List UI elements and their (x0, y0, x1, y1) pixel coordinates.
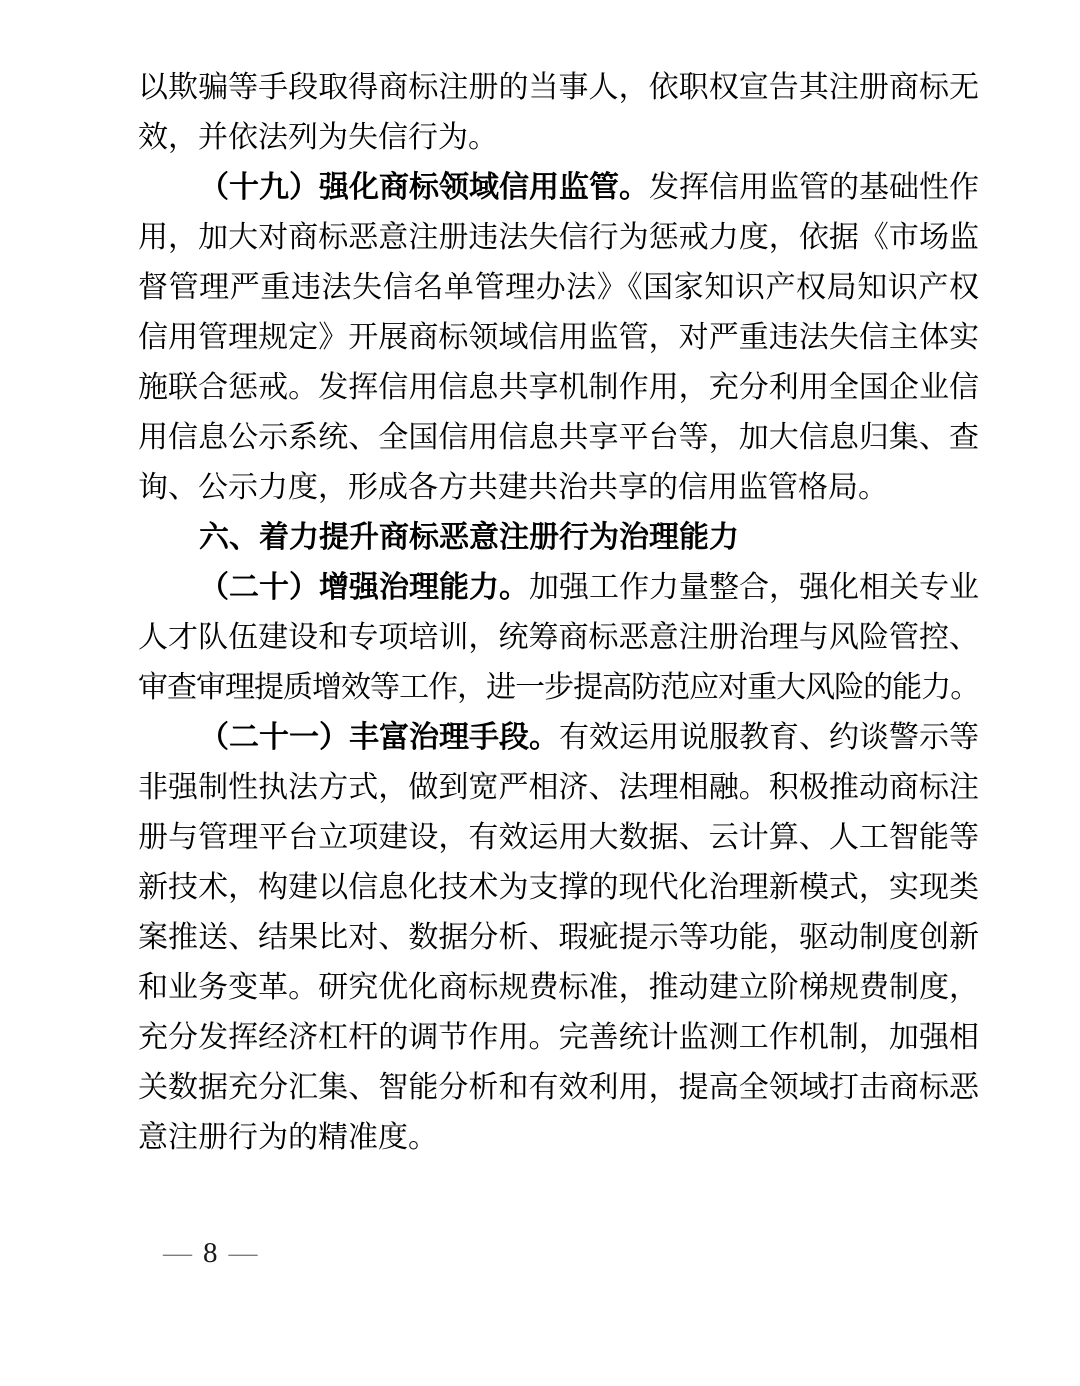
bold-text-segment: （十九）强化商标领域信用监管。 (199, 171, 649, 204)
text-segment: 以欺骗等手段取得商标注册的当事人，依职权宣告其注册商标无 (138, 71, 979, 104)
text-line (138, 713, 979, 763)
document-body (138, 63, 979, 1163)
footer-dash-right: — (228, 1237, 258, 1269)
text-line (138, 863, 979, 913)
text-segment: 用，加大对商标恶意注册违法失信行为惩戒力度，依据《市场监 (138, 221, 979, 254)
text-segment: 和业务变革。研究优化商标规费标准，推动建立阶梯规费制度， (138, 971, 979, 1004)
text-segment: 有效运用说服教育、约谈警示等 (559, 721, 979, 754)
text-line (138, 613, 979, 663)
text-line (138, 463, 979, 513)
text-segment: 用信息公示系统、全国信用信息共享平台等，加大信息归集、查 (138, 421, 979, 454)
text-segment: 询、公示力度，形成各方共建共治共享的信用监管格局。 (138, 471, 888, 504)
text-segment: 新技术，构建以信息化技术为支撑的现代化治理新模式，实现类 (138, 871, 979, 904)
footer-dash-left: — (163, 1237, 192, 1269)
text-segment: 审查审理提质增效等工作，进一步提高防范应对重大风险的能力。 (138, 671, 979, 704)
text-line (138, 163, 979, 213)
text-line (138, 813, 979, 863)
text-line (138, 763, 979, 813)
text-line (138, 1113, 979, 1163)
text-segment: 督管理严重违法失信名单管理办法》《国家知识产权局知识产权 (138, 271, 979, 304)
text-segment: 发挥信用监管的基础性作 (649, 171, 979, 204)
text-line (138, 663, 979, 713)
text-line (138, 1063, 979, 1113)
text-segment: 加强工作力量整合，强化相关专业 (529, 571, 979, 604)
text-segment: 效，并依法列为失信行为。 (138, 121, 498, 154)
section-heading-line (138, 513, 979, 563)
text-line (138, 313, 979, 363)
text-line (138, 363, 979, 413)
text-segment: 人才队伍建设和专项培训，统筹商标恶意注册治理与风险管控、 (138, 621, 979, 654)
text-line (138, 913, 979, 963)
text-line (138, 413, 979, 463)
text-line (138, 113, 979, 163)
bold-text-segment: 六、着力提升商标恶意注册行为治理能力 (199, 521, 739, 554)
text-segment: 册与管理平台立项建设，有效运用大数据、云计算、人工智能等 (138, 821, 979, 854)
text-line (138, 63, 979, 113)
bold-text-segment: （二十一）丰富治理手段。 (199, 721, 559, 754)
text-segment: 非强制性执法方式，做到宽严相济、法理相融。积极推动商标注 (138, 771, 979, 804)
text-segment: 施联合惩戒。发挥信用信息共享机制作用，充分利用全国企业信 (138, 371, 979, 404)
text-line (138, 563, 979, 613)
bold-text-segment: （二十）增强治理能力。 (199, 571, 529, 604)
text-line (138, 263, 979, 313)
page-number: 8 (203, 1237, 218, 1269)
text-segment: 关数据充分汇集、智能分析和有效利用，提高全领域打击商标恶 (138, 1071, 979, 1104)
text-segment: 充分发挥经济杠杆的调节作用。完善统计监测工作机制，加强相 (138, 1021, 979, 1054)
text-line (138, 1013, 979, 1063)
text-segment: 案推送、结果比对、数据分析、瑕疵提示等功能，驱动制度创新 (138, 921, 979, 954)
text-segment: 意注册行为的精准度。 (138, 1121, 438, 1154)
text-line (138, 963, 979, 1013)
text-segment: 信用管理规定》开展商标领域信用监管，对严重违法失信主体实 (138, 321, 979, 354)
text-line (138, 213, 979, 263)
page-footer (163, 1233, 258, 1273)
